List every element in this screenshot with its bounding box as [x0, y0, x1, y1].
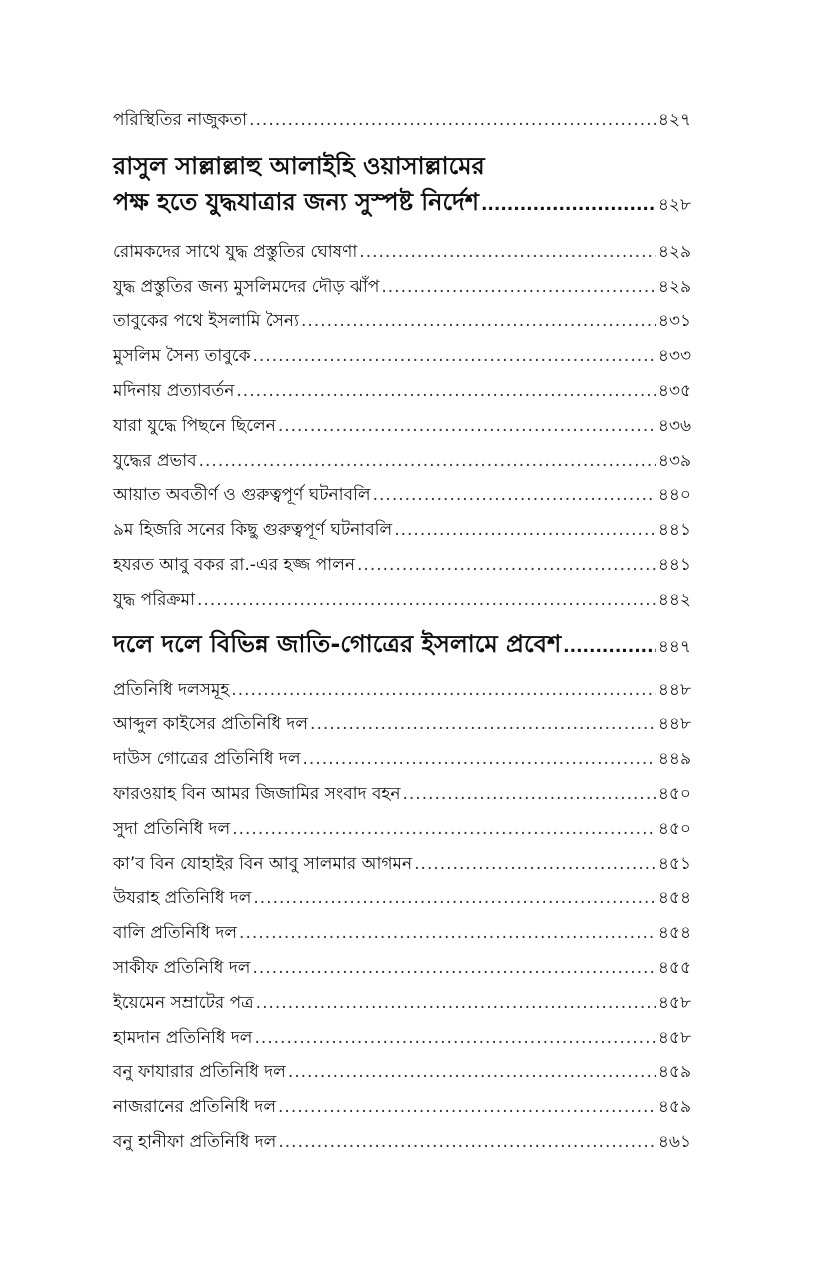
toc-entry[interactable] — [113, 304, 691, 339]
toc-entry-title: কা’ব বিন যোহাইর বিন আবু সালমার আগমন — [113, 853, 413, 874]
toc-entry[interactable] — [113, 1125, 691, 1160]
toc-entry-page: ৪৪৯ — [657, 749, 691, 770]
toc-entry-title: হযরত আবু বকর রা.-এর হজ্জ পালন — [113, 554, 356, 575]
toc-entry-page: ৪৩১ — [657, 311, 691, 332]
toc-entry[interactable] — [113, 548, 691, 583]
dot-leader — [359, 235, 656, 270]
toc-entry-title: যুদ্ধের প্রভাব — [113, 450, 197, 471]
toc-entry-title: মদিনায় প্রত্যাবর্তন — [113, 380, 235, 401]
toc-entry-title: দাউস গোত্রের প্রতিনিধি দল — [113, 749, 301, 770]
toc-entry-page: ৪৪১ — [657, 520, 691, 541]
toc-entry-page: ৪৫৪ — [657, 923, 691, 944]
toc-entry[interactable] — [113, 742, 691, 777]
toc-entry[interactable] — [113, 951, 691, 986]
dot-leader — [381, 270, 656, 305]
toc-entry-title: বালি প্রতিনিধি দল — [113, 923, 238, 944]
dot-leader — [278, 1125, 656, 1160]
toc-entry[interactable] — [113, 374, 691, 409]
section1-entries — [113, 235, 691, 618]
toc-entry-title: আয়াত অবতীর্ণ ও গুরুত্বপূর্ণ ঘটনাবলি — [113, 485, 371, 506]
toc-entry-title: ৯ম হিজরি সনের কিছু গুরুত্বপূর্ণ ঘটনাবলি — [113, 520, 393, 541]
toc-entry-title: নাজরানের প্রতিনিধি দল — [113, 1097, 277, 1118]
toc-entry[interactable] — [113, 444, 691, 479]
toc-entry-title: যারা যুদ্ধে পিছনে ছিলেন — [113, 415, 276, 436]
dot-leader — [239, 916, 656, 951]
dot-leader — [481, 187, 656, 223]
dot-leader — [197, 583, 656, 618]
section-heading[interactable] — [113, 626, 691, 665]
toc-entry[interactable] — [113, 1055, 691, 1090]
dot-leader — [253, 339, 656, 374]
toc-entry-title: হামদান প্রতিনিধি দল — [113, 1027, 253, 1048]
dot-leader — [278, 1090, 656, 1125]
toc-entry-page: ৪২৭ — [657, 110, 691, 130]
dot-leader — [232, 812, 656, 847]
dot-leader — [236, 374, 655, 409]
toc-entry[interactable] — [113, 986, 691, 1021]
toc-entry-title: উযরাহ প্রতিনিধি দল — [113, 888, 252, 909]
section-heading-line1: রাসুল সাল্লাল্লাহু আলাইহি ওয়াসাল্লামের — [113, 151, 485, 180]
toc-entry-page: ৪৪০ — [657, 485, 691, 506]
dot-leader — [301, 304, 656, 339]
dot-leader — [252, 951, 655, 986]
toc-entry[interactable] — [113, 812, 691, 847]
section-heading-page: ৪৪৭ — [657, 636, 691, 657]
toc-entry[interactable] — [113, 1021, 691, 1056]
toc-entry-page: ৪৬১ — [657, 1131, 691, 1152]
toc-entry-title: যুদ্ধ পরিক্রমা — [113, 589, 196, 610]
dot-leader — [199, 444, 656, 479]
toc-entry-page: ৪৩৯ — [657, 450, 691, 471]
toc-entry[interactable] — [113, 270, 691, 305]
toc-entry[interactable] — [113, 103, 691, 138]
section-heading-line2: পক্ষ হতে যুদ্ধযাত্রার জন্য সুস্পষ্ট নির্দেশ — [113, 187, 479, 216]
toc-entry-page: ৪৪৮ — [657, 714, 691, 735]
dot-leader — [303, 742, 656, 777]
toc-entry-title: যুদ্ধ প্রস্তুতির জন্য মুসলিমদের দৌড় ঝাঁপ — [113, 276, 380, 297]
toc-entry-page: ৪৫৮ — [657, 992, 691, 1013]
toc-entry[interactable] — [113, 707, 691, 742]
section-heading-page: ৪২৮ — [657, 194, 691, 215]
toc-entry-page: ৪৫৫ — [657, 957, 691, 978]
toc-entry-title: বনু ফাযারার প্রতিনিধি দল — [113, 1062, 286, 1083]
toc-entry-title: সুদা প্রতিনিধি দল — [113, 818, 231, 839]
toc-entry[interactable] — [113, 847, 691, 882]
dot-leader — [414, 847, 656, 882]
toc-entry-page: ৪৫০ — [657, 783, 691, 804]
toc-entry-title: প্রতিনিধি দলসমূহ — [113, 679, 230, 700]
toc-entry[interactable] — [113, 777, 691, 812]
toc-entry[interactable] — [113, 583, 691, 618]
toc-entry-title: পরিস্থিতির নাজুকতা — [113, 110, 248, 130]
toc-entry-title: ফারওয়াহ বিন আমর জিজামির সংবাদ বহন — [113, 783, 401, 804]
toc-entry-title: বনু হানীফা প্রতিনিধি দল — [113, 1131, 277, 1152]
toc-entry-title: আব্দুল কাইসের প্রতিনিধি দল — [113, 714, 309, 735]
section2-entries — [113, 673, 691, 1160]
toc-entry-title: মুসলিম সৈন্য তাবুকে — [113, 346, 251, 367]
toc-entry-page: ৪৪২ — [657, 589, 691, 610]
toc-entry[interactable] — [113, 235, 691, 270]
toc-entry-page: ৪৫৯ — [657, 1062, 691, 1083]
dot-leader — [278, 409, 656, 444]
dot-leader — [254, 1021, 655, 1056]
toc-entry-page: ৪৫১ — [657, 853, 691, 874]
toc-entry-page: ৪২৯ — [657, 276, 691, 297]
toc-entry-title: তাবুকের পথে ইসলামি সৈন্য — [113, 311, 299, 332]
dot-leader — [253, 881, 656, 916]
section-heading[interactable] — [113, 148, 691, 223]
dot-leader — [394, 513, 656, 548]
toc-entry[interactable] — [113, 409, 691, 444]
toc-entry-page: ৪৫০ — [657, 818, 691, 839]
dot-leader — [563, 629, 656, 665]
toc-entry-title: ইয়েমেন সম্রাটের পত্র — [113, 992, 254, 1013]
dot-leader — [310, 707, 656, 742]
section-heading-title: দলে দলে বিভিন্ন জাতি-গোত্রের ইসলামে প্রবেশ — [113, 629, 562, 658]
toc-entry-title: সাকীফ প্রতিনিধি দল — [113, 957, 251, 978]
dot-leader — [373, 478, 656, 513]
toc-entry-page: ৪৩৩ — [657, 346, 691, 367]
toc-entry-page: ৪৫৪ — [657, 888, 691, 909]
toc-entry-page: ৪৪১ — [657, 554, 691, 575]
toc-entry-page: ৪৩৬ — [657, 415, 691, 436]
dot-leader — [249, 103, 656, 138]
toc-entry-title: রোমকদের সাথে যুদ্ধ প্রস্তুতির ঘোষণা — [113, 241, 358, 262]
dot-leader — [402, 777, 655, 812]
dot-leader — [288, 1055, 656, 1090]
toc-entry[interactable] — [113, 916, 691, 951]
toc-entry[interactable] — [113, 513, 691, 548]
toc-entry[interactable] — [113, 478, 691, 513]
toc-entry[interactable] — [113, 673, 691, 708]
toc-entry-page: ৪৪৮ — [657, 679, 691, 700]
toc-entry[interactable] — [113, 881, 691, 916]
toc-entry-page: ৪৩৫ — [657, 380, 691, 401]
toc-entry[interactable] — [113, 339, 691, 374]
toc-entry-page: ৪২৯ — [657, 241, 691, 262]
toc-entry-page: ৪৫৯ — [657, 1097, 691, 1118]
dot-leader — [357, 548, 656, 583]
table-of-contents — [113, 103, 691, 1160]
dot-leader — [256, 986, 656, 1021]
toc-entry[interactable] — [113, 1090, 691, 1125]
toc-entry-page: ৪৫৮ — [657, 1027, 691, 1048]
dot-leader — [231, 673, 656, 708]
